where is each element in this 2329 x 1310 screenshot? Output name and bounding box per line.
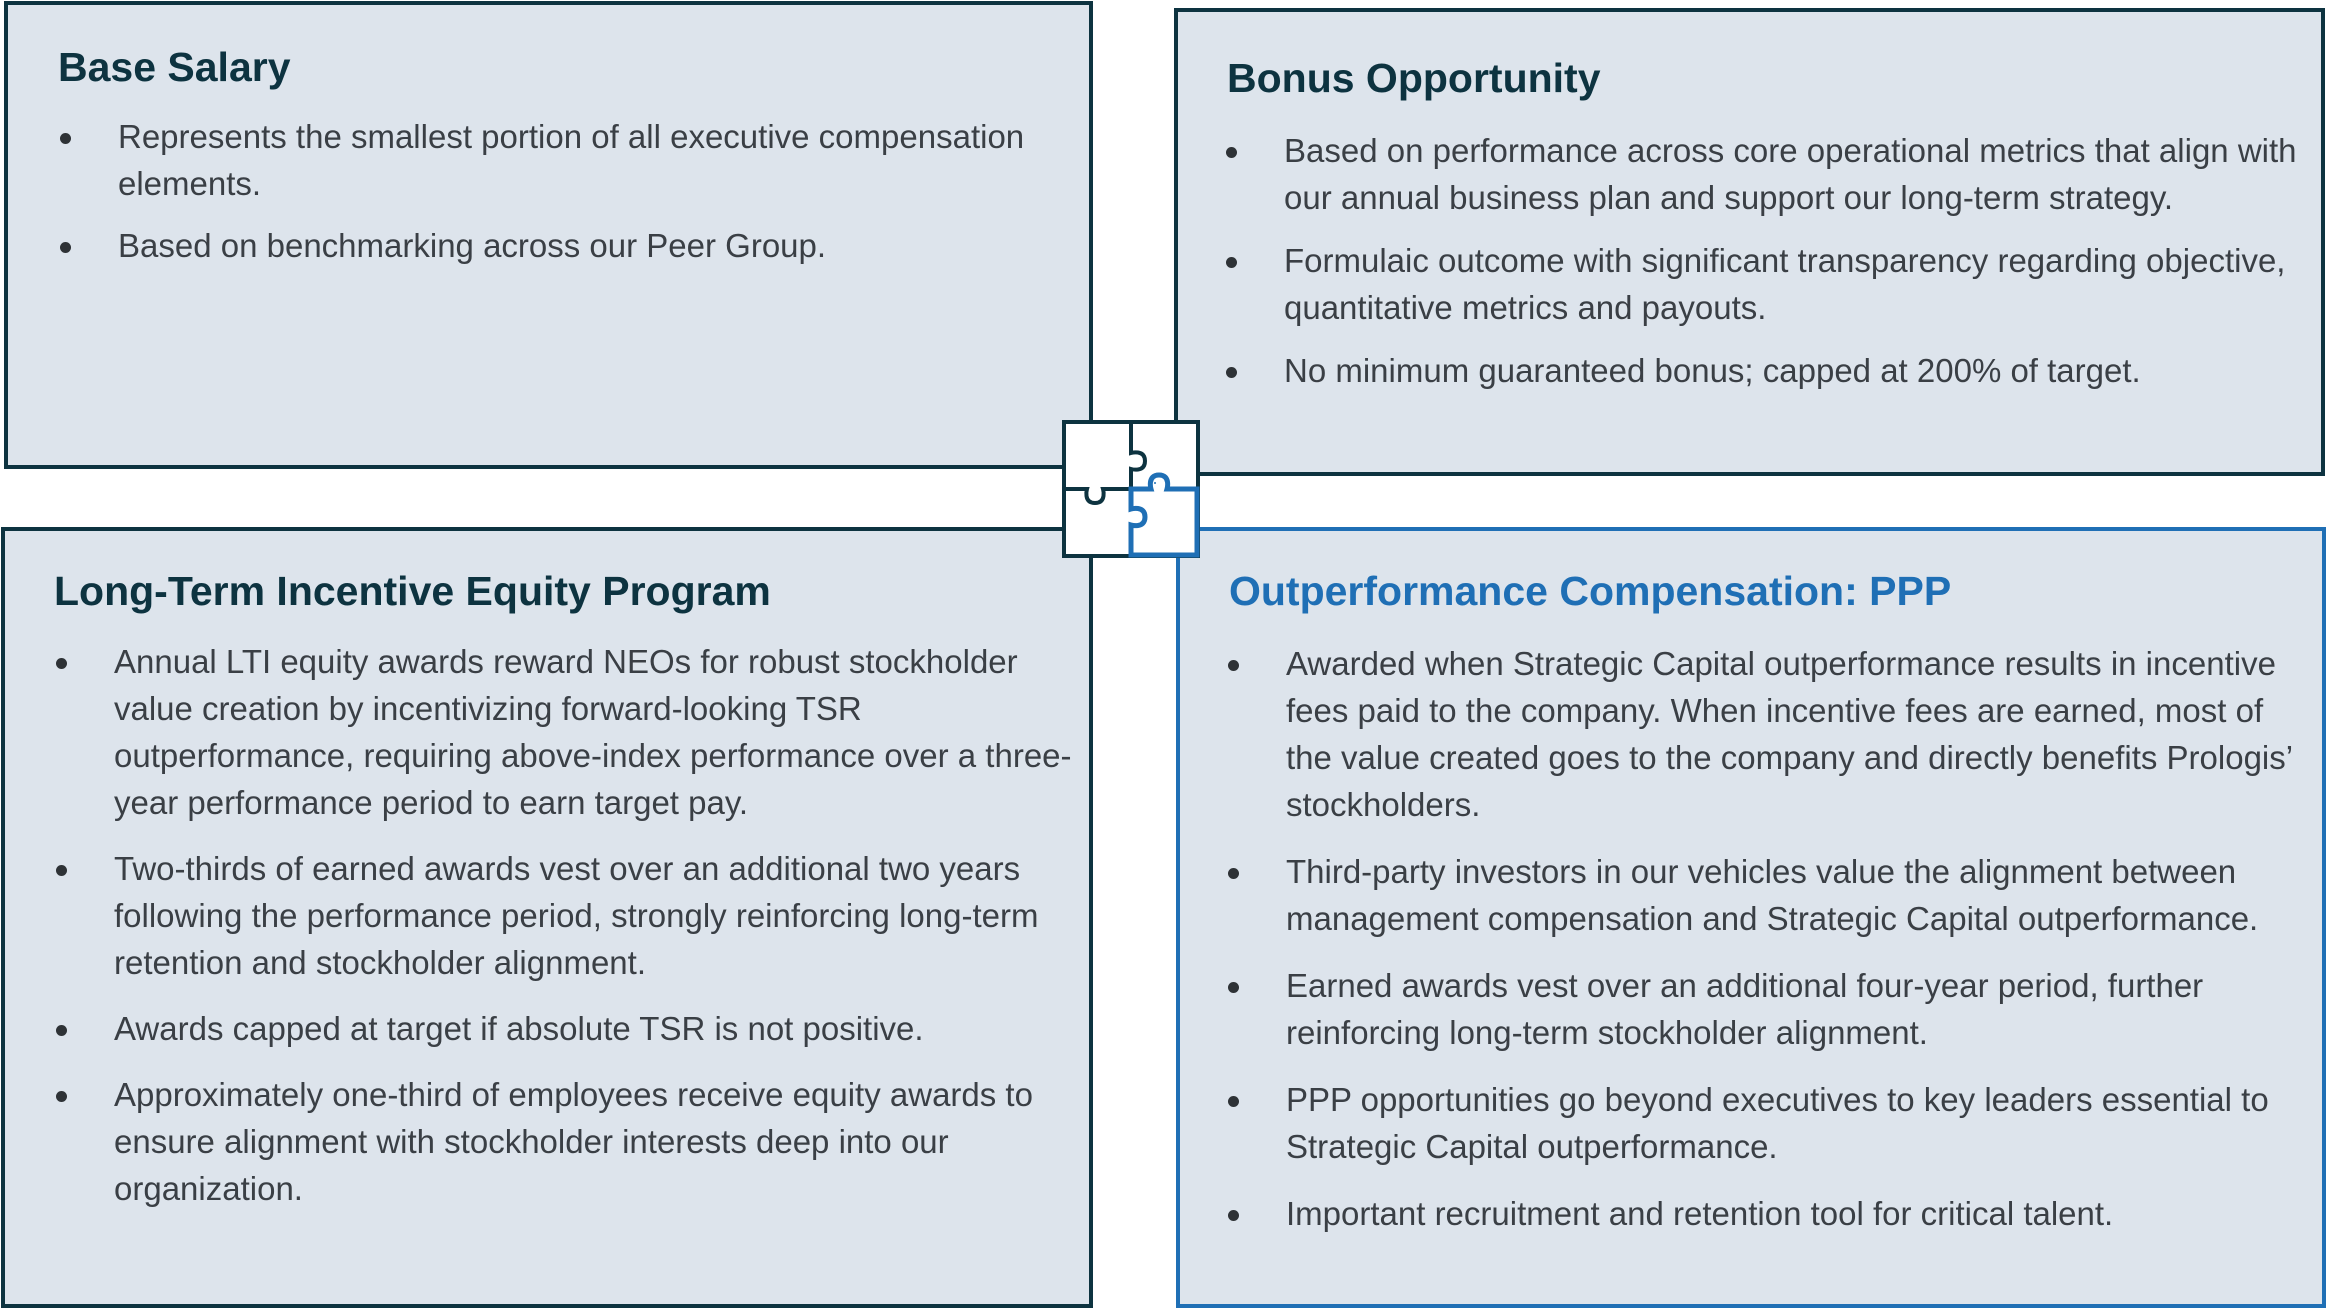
list-item: Important recruitment and retention tool for critical talent. [1228, 1190, 2313, 1237]
list-item: Represents the smallest portion of all executive compensation elements. [60, 113, 1070, 207]
lti-equity-panel [1, 527, 1093, 1308]
bonus-opportunity-bullets [1226, 127, 2311, 410]
lti-equity-bullets [56, 638, 1076, 1231]
list-item: Based on performance across core operational metrics that align with our annual business plan and support our long-term strategy. [1226, 127, 2311, 221]
bonus-opportunity-panel [1174, 8, 2325, 476]
list-item: Earned awards vest over an additional four-year period, further reinforcing long-term stockholder alignment. [1228, 962, 2313, 1056]
lti-equity-title: Long-Term Incentive Equity Program [54, 568, 771, 614]
ppp-panel [1176, 527, 2326, 1308]
base-salary-title: Base Salary [58, 44, 291, 90]
ppp-title: Outperformance Compensation: PPP [1229, 568, 1952, 614]
list-item: Based on benchmarking across our Peer Group. [60, 222, 1070, 269]
puzzle-icon [1061, 419, 1201, 559]
list-item: Approximately one-third of employees receive equity awards to ensure alignment with stockholder interests deep into our organization. [56, 1071, 1076, 1212]
ppp-bullets [1228, 640, 2313, 1257]
base-salary-panel [4, 1, 1093, 469]
list-item: PPP opportunities go beyond executives to key leaders essential to Strategic Capital outperformance. [1228, 1076, 2313, 1170]
list-item: No minimum guaranteed bonus; capped at 200% of target. [1226, 347, 2311, 394]
list-item: Awarded when Strategic Capital outperformance results in incentive fees paid to the company. When incentive fees are earned, most of the value created goes to the company and directly benefits Prologis’ stockholders. [1228, 640, 2313, 828]
list-item: Third-party investors in our vehicles value the alignment between management compensation and Strategic Capital outperformance. [1228, 848, 2313, 942]
list-item: Formulaic outcome with significant transparency regarding objective, quantitative metrics and payouts. [1226, 237, 2311, 331]
list-item: Two-thirds of earned awards vest over an additional two years following the performance period, strongly reinforcing long-term retention and stockholder alignment. [56, 845, 1076, 986]
list-item: Annual LTI equity awards reward NEOs for robust stockholder value creation by incentivizing forward-looking TSR outperformance, requiring above-index performance over a three-year performance period to earn target pay. [56, 638, 1076, 826]
base-salary-bullets [60, 113, 1070, 284]
list-item: Awards capped at target if absolute TSR is not positive. [56, 1005, 1076, 1052]
bonus-opportunity-title: Bonus Opportunity [1227, 55, 1601, 101]
